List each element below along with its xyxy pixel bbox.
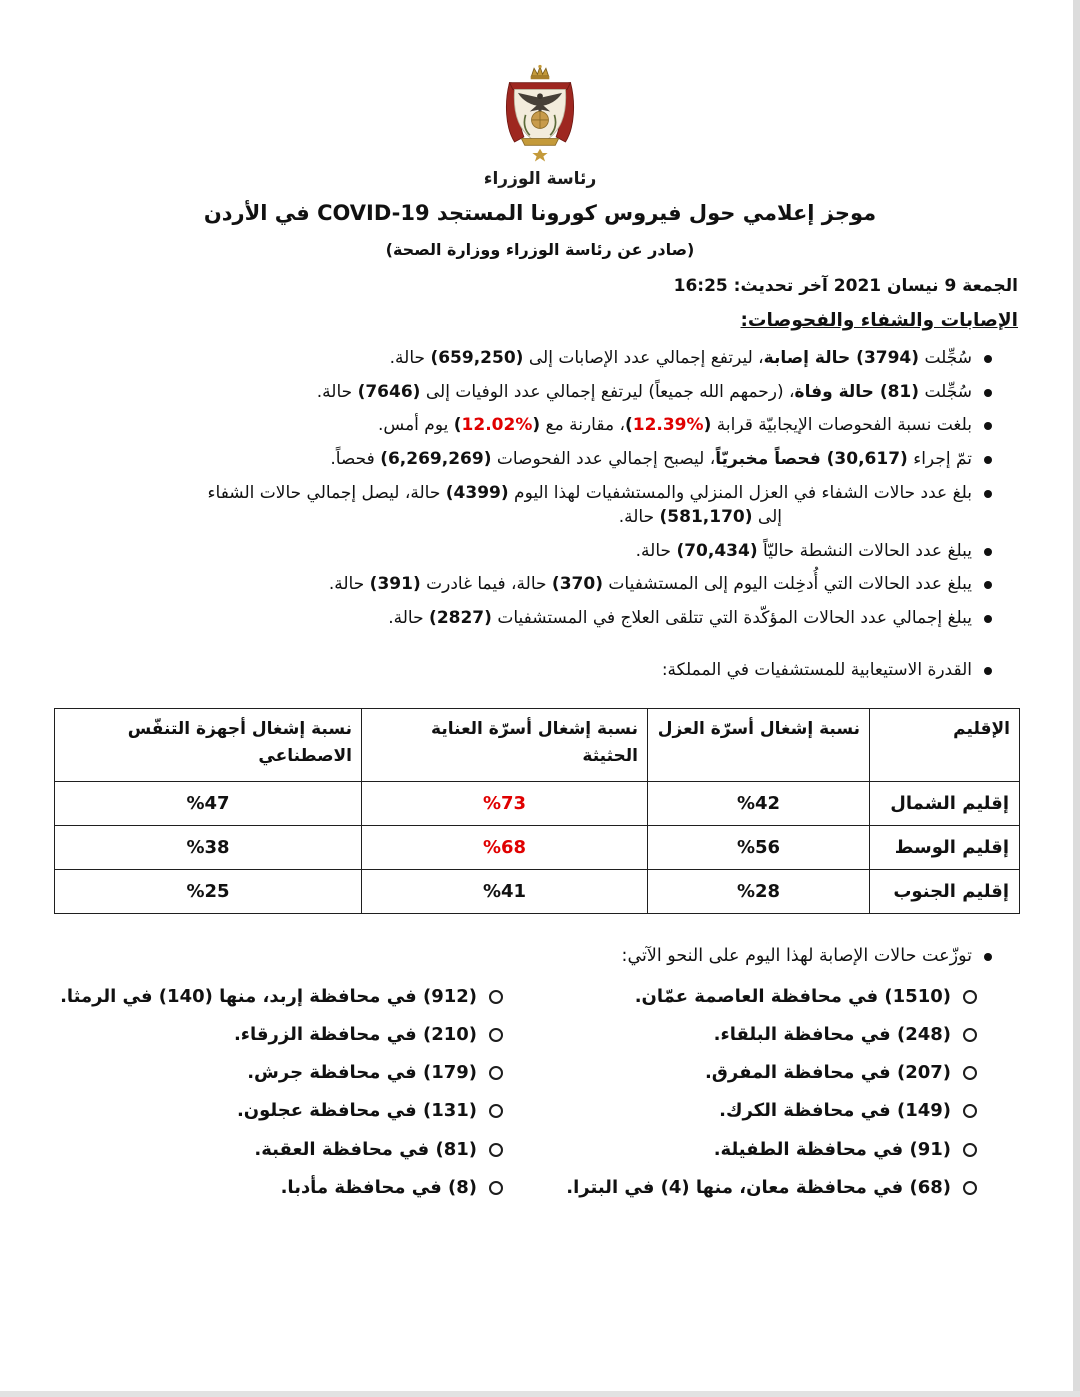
region-cell: إقليم الشمال	[870, 782, 1020, 826]
text-part: حالة، فيما غادرت	[420, 574, 552, 595]
bullet-dot-icon	[984, 389, 992, 397]
isolation-cell: %56	[648, 826, 870, 870]
item-text: (91) في محافظة الطفيلة.	[713, 1138, 951, 1160]
bullet-recoveries	[30, 481, 992, 530]
circle-bullet-icon	[489, 1181, 503, 1195]
governorate-distribution	[24, 984, 977, 1213]
text-part: %12.02	[461, 415, 533, 436]
text-part: ، ليصبح إجمالي عدد الفحوصات	[491, 448, 716, 469]
bullet-active-cases	[30, 539, 992, 564]
distribution-column-right	[525, 984, 977, 1213]
text-part: (70,434)	[676, 540, 758, 561]
bullet-text: القدرة الاستيعابية للمستشفيات في المملكة:	[661, 659, 972, 680]
text-part: حالة.	[388, 608, 430, 629]
circle-bullet-icon	[963, 1181, 977, 1195]
text-part: (30,617) فحصاً مخبريّاً	[715, 448, 908, 469]
circle-bullet-icon	[489, 1028, 503, 1042]
item-text: (179) في محافظة جرش.	[247, 1062, 477, 1084]
table-header-row	[55, 709, 1020, 782]
ventilators-cell: %25	[55, 870, 362, 914]
bullet-dot-icon	[984, 456, 992, 464]
icu-cell: %73	[362, 782, 648, 826]
bullet-text	[30, 606, 972, 631]
circle-bullet-icon	[963, 1143, 977, 1157]
section-heading: الإصابات والشفاء والفحوصات:	[740, 310, 1018, 331]
item-text: (207) في محافظة المفرق.	[704, 1062, 951, 1084]
jordan-coat-of-arms-logo	[488, 64, 592, 164]
text-part: ، مقارنة مع	[540, 415, 625, 436]
text-part: (2827)	[429, 608, 492, 629]
text-part: يبلغ عدد الحالات النشطة حاليّاً	[757, 540, 972, 561]
bullet-text	[30, 572, 972, 597]
bullet-dot-icon	[984, 548, 992, 556]
text-part: (	[703, 415, 712, 436]
bullet-distribution-intro	[30, 944, 992, 969]
circle-bullet-icon	[489, 990, 503, 1004]
table-row-central	[55, 826, 1020, 870]
governorate-case-item	[525, 1175, 977, 1200]
text-part: حالة.	[328, 574, 370, 595]
bullet-new-cases	[30, 346, 992, 371]
text-part: ، ليرتفع إجمالي عدد الإصابات إلى	[523, 348, 764, 368]
text-part: (	[532, 415, 541, 436]
isolation-cell: %28	[648, 870, 870, 914]
bullet-dot-icon	[984, 667, 992, 675]
text-part: (7646)	[357, 381, 421, 402]
logo-caption: رئاسة الوزراء	[483, 169, 597, 189]
header-ventilators: نسبة إشغال أجهزة التنفّس الاصطناعي	[55, 709, 362, 782]
bullet-hospital-admissions	[30, 572, 992, 597]
header-icu-beds: نسبة إشغال أسرّة العناية الحثيثة	[362, 709, 648, 782]
region-cell: إقليم الجنوب	[870, 870, 1020, 914]
table-row-south	[55, 870, 1020, 914]
circle-bullet-icon	[963, 1028, 977, 1042]
distribution-column-left	[27, 984, 503, 1213]
text-part: يوم أمس.	[378, 415, 454, 436]
governorate-case-item	[27, 984, 503, 1009]
governorate-case-item	[27, 1022, 503, 1047]
page-title: موجز إعلامي حول فيروس كورونا المستجد COVID-19 في الأردن	[203, 201, 877, 225]
bullet-text	[30, 413, 972, 438]
text-part: سُجِّلت	[919, 348, 972, 368]
item-text: (210) في محافظة الزرقاء.	[233, 1023, 477, 1045]
page-subtitle: (صادر عن رئاسة الوزراء ووزارة الصحة)	[385, 240, 695, 259]
table-row-north	[55, 782, 1020, 826]
text-part: )	[453, 415, 462, 436]
item-text: (8) في محافظة مأدبا.	[280, 1176, 477, 1198]
text-part: (659,250)	[430, 348, 524, 368]
bullet-hospitalized-confirmed	[30, 606, 992, 631]
circle-bullet-icon	[489, 1104, 503, 1118]
text-part: فحصاً.	[330, 448, 381, 469]
circle-bullet-icon	[489, 1066, 503, 1080]
text-part: (581,170)	[659, 507, 753, 528]
text-part: حالة.	[618, 507, 660, 528]
bullet-dot-icon	[984, 953, 992, 961]
text-part: (81) حالة وفاة	[794, 381, 920, 402]
bullet-dot-icon	[984, 422, 992, 430]
scan-edge-right	[1073, 0, 1080, 1397]
text-part: )	[624, 415, 633, 436]
bullet-deaths	[30, 380, 992, 405]
text-part: حالة.	[389, 348, 431, 368]
region-cell: إقليم الوسط	[870, 826, 1020, 870]
icu-cell: %41	[362, 870, 648, 914]
bullet-text	[30, 481, 972, 530]
governorate-case-item	[27, 1060, 503, 1085]
text-part: سُجِّلت	[919, 381, 972, 402]
statistics-bullet-list	[30, 346, 992, 682]
text-part: (6,269,269)	[380, 448, 492, 469]
governorate-case-item	[27, 1175, 503, 1200]
bullet-hospital-capacity-intro	[30, 658, 992, 683]
text-part: حالة، ليصل إجمالي حالات الشفاء	[207, 482, 446, 503]
item-text: (131) في محافظة عجلون.	[236, 1100, 477, 1122]
text-part: حالة.	[635, 540, 677, 561]
bullet-text	[30, 447, 972, 472]
governorate-case-item	[27, 1098, 503, 1123]
item-text: (912) في محافظة إربد، منها (140) في الرمثا.	[60, 985, 477, 1007]
bullet-lab-tests	[30, 447, 992, 472]
text-part: بلغت نسبة الفحوصات الإيجابيّة قرابة	[711, 415, 972, 436]
circle-bullet-icon	[963, 1066, 977, 1080]
governorate-case-item	[525, 1098, 977, 1123]
header-region: الإقليم	[870, 709, 1020, 782]
governorate-case-item	[525, 1137, 977, 1162]
text-part: (391)	[369, 574, 421, 595]
bullet-text	[30, 539, 972, 564]
item-text: (149) في محافظة الكرك.	[719, 1100, 951, 1122]
scan-edge-bottom	[0, 1391, 1080, 1397]
bullet-text	[30, 346, 972, 371]
text-part: (3794) حالة إصابة	[763, 348, 920, 368]
isolation-cell: %42	[648, 782, 870, 826]
text-part: يبلغ إجمالي عدد الحالات المؤكّدة التي تتلقى العلاج في المستشفيات	[491, 608, 972, 629]
governorate-case-item	[525, 1022, 977, 1047]
bullet-text: توزّعت حالات الإصابة لهذا اليوم على النحو الآتي:	[621, 946, 972, 967]
circle-bullet-icon	[963, 990, 977, 1004]
text-part: (370)	[551, 574, 603, 595]
bullet-dot-icon	[984, 490, 992, 498]
item-text: (248) في محافظة البلقاء.	[713, 1023, 951, 1045]
logo-block	[0, 0, 1080, 189]
item-text: (1510) في محافظة العاصمة عمّان.	[634, 985, 951, 1007]
item-text: (68) في محافظة معان، منها (4) في البترا.	[566, 1176, 951, 1198]
bullet-positivity-rate	[30, 413, 992, 438]
hospital-capacity-table	[54, 708, 1020, 914]
text-part: حالة.	[316, 381, 358, 402]
item-text: (81) في محافظة العقبة.	[254, 1138, 477, 1160]
bullet-dot-icon	[984, 615, 992, 623]
ventilators-cell: %47	[55, 782, 362, 826]
text-part: تمّ إجراء	[907, 448, 972, 469]
bullet-dot-icon	[984, 581, 992, 589]
circle-bullet-icon	[963, 1104, 977, 1118]
text-part: يبلغ عدد الحالات التي أُدخِلت اليوم إلى المستشفيات	[602, 574, 972, 595]
text-part: بلغ عدد حالات الشفاء في العزل المنزلي والمستشفيات لهذا اليوم	[508, 482, 972, 503]
governorate-case-item	[525, 984, 977, 1009]
text-part: إلى	[752, 507, 782, 528]
icu-cell: %68	[362, 826, 648, 870]
header-isolation-beds: نسبة إشغال أسرّة العزل	[648, 709, 870, 782]
circle-bullet-icon	[489, 1143, 503, 1157]
governorate-case-item	[525, 1060, 977, 1085]
bullet-text	[30, 380, 972, 405]
ventilators-cell: %38	[55, 826, 362, 870]
bullet-dot-icon	[984, 355, 992, 363]
text-part: (4399)	[445, 482, 509, 503]
governorate-case-item	[27, 1137, 503, 1162]
text-part: %12.39	[632, 415, 704, 436]
text-part: ، (رحمهم الله جميعاً) ليرتفع إجمالي عدد الوفيات إلى	[420, 381, 795, 402]
date-line: الجمعة 9 نيسان 2021 آخر تحديث: 16:25	[673, 276, 1018, 296]
